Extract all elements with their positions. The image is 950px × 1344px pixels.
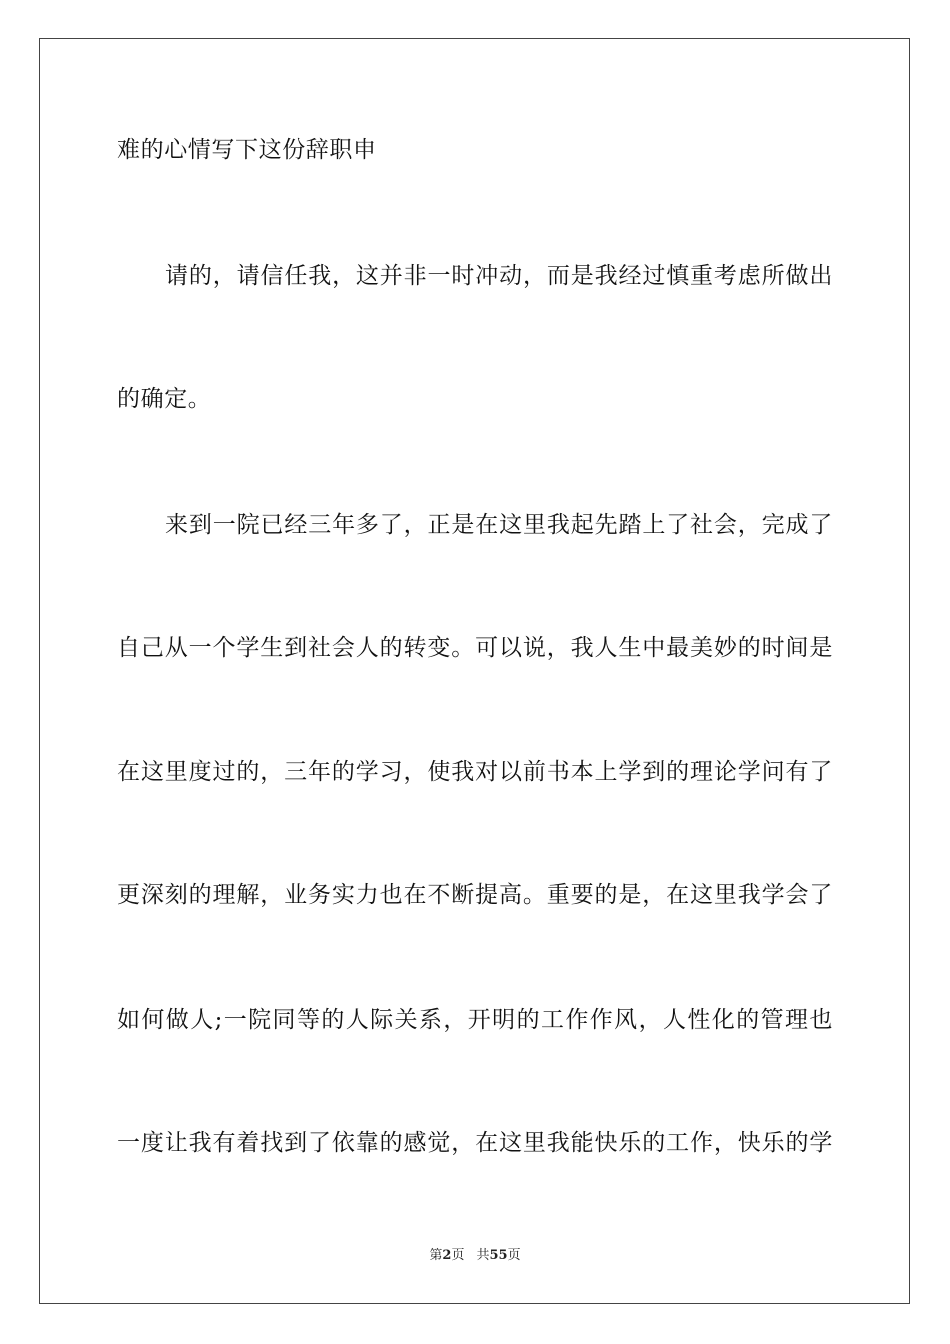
footer-total-number: 55	[489, 1248, 508, 1263]
text-line-2: 请的，请信任我，这并非一时冲动，而是我经过慎重考虑所做出	[165, 263, 833, 289]
footer-page-suffix: 页	[451, 1248, 465, 1263]
footer-page-number: 2	[442, 1248, 452, 1263]
footer-page-prefix: 第	[429, 1248, 443, 1263]
text-line-3: 的确定。	[117, 386, 212, 412]
page-footer	[0, 1247, 950, 1265]
footer-total-suffix: 页	[507, 1248, 521, 1263]
text-line-7: 更深刻的理解，业务实力也在不断提高。重要的是，在这里我学会了	[117, 882, 833, 908]
text-line-8: 如何做人;一院同等的人际关系，开明的工作作风，人性化的管理也	[117, 1007, 833, 1033]
text-line-1: 难的心情写下这份辞职申	[117, 137, 377, 163]
text-line-4: 来到一院已经三年多了，正是在这里我起先踏上了社会，完成了	[165, 512, 833, 538]
text-line-5: 自己从一个学生到社会人的转变。可以说，我人生中最美妙的时间是	[117, 635, 833, 661]
page-border	[39, 38, 910, 1304]
footer-total-prefix: 共	[476, 1248, 490, 1263]
text-line-9: 一度让我有着找到了依靠的感觉，在这里我能快乐的工作，快乐的学	[117, 1130, 833, 1156]
text-line-6: 在这里度过的，三年的学习，使我对以前书本上学到的理论学问有了	[117, 759, 833, 785]
